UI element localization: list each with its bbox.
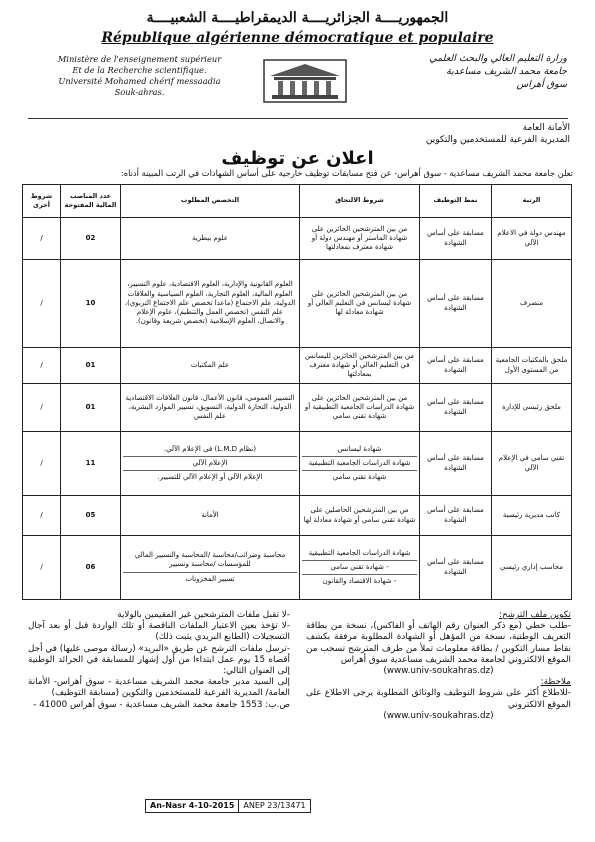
- secretariat-line: الأمانة العامة: [522, 123, 570, 133]
- header-rank: الرتبة: [492, 185, 572, 218]
- application-file-text: -طلب خطي (مع ذكر العنوان رقم الهاتف أو الفاكس)، نسخة من بطاقة التعريف الوطنية، نسخة من المؤهل أو الشهادة المطلوبة مرفقة بكشف نقاط مسار التكوين / بطاقة معلومات تملأ من طرف المترشح تسحب من الموقع الالكتروني لجامعة محمد الشريف مساعدية سوق أهراس: [306, 621, 571, 665]
- cell-mode: مسابقة على أساس الشهادة: [420, 348, 492, 384]
- cell-specialty: [121, 536, 300, 600]
- specialty-line: محاسبة وضرائب/محاسبة /المحاسبة والتسيير المالي للمؤسسات /محاسبة وتسيير: [123, 549, 297, 572]
- table-row: [23, 260, 572, 348]
- cell-other: /: [23, 496, 61, 536]
- cell-other: /: [23, 384, 61, 432]
- cell-rank: كاتب مديرية رئيسية: [492, 496, 572, 536]
- header-divider: [28, 118, 568, 119]
- cell-specialty: الأمانة: [121, 496, 300, 536]
- cell-other: /: [23, 218, 61, 260]
- cell-mode: مسابقة على أساس الشهادة: [420, 432, 492, 496]
- cell-conditions: [300, 432, 420, 496]
- secretariat-line: المديرية الفرعية للمستخدمين والتكوين: [425, 135, 570, 145]
- cell-specialty: العلوم القانونية والإدارية، العلوم الاقتصادية، علوم التسيير، العلوم المالية، العلوم التجارية، العلوم السياسية والعلاقات الدولية، علم الاجتماع (ماعدا تخصص علم الاجتماع التربوي)، علم النفس (تخصص العمل والتنظيم)، علوم الإعلام والاتصال، العلوم الإسلامية (تخصص شريعة وقانون).: [121, 260, 300, 348]
- announcement-intro: تعلن جامعة محمد الشريف مساعدية - سوق أهراس- عن فتح مسابقات توظيف خارجية على أساس الشهادات في الرتب المبينة أدناه:: [120, 168, 573, 178]
- fr-ministry-line: Université Mohamed chérif messaadia: [58, 76, 221, 86]
- cell-rank: متصرف: [492, 260, 572, 348]
- cell-other: /: [23, 432, 61, 496]
- cell-specialty: التسيير العمومي، قانون الأعمال، قانون العلاقات الاقتصادية الدولية، التجارة الدولية، التسويق، تسيير الموارد البشرية، علم النفس: [121, 384, 300, 432]
- rule-item: -لا تقبل ملفات المترشحين غير المقيمين بالولاية: [117, 610, 290, 620]
- note-text: -للاطلاع أكثر على شروط التوظيف والوثائق المطلوبة يرجى الاطلاع على الموقع الالكتروني: [306, 688, 571, 710]
- cell-conditions: من بين المترشحين الحائزين على شهادة ليسانس في التعليم العالي أو شهادة معادلة لها: [300, 260, 420, 348]
- specialty-line: (نظام L.M.D) في الإعلام الآلي.: [123, 443, 297, 457]
- table-row: [23, 496, 572, 536]
- cell-other: /: [23, 260, 61, 348]
- table-row: [23, 432, 572, 496]
- rule-item: -لا تؤخذ بعين الاعتبار الملفات الناقصة أو تلك الواردة قبل أو بعد آجال التسجيلات (الطابع البريدي يثبت ذلك): [28, 621, 290, 643]
- secretariat-block: [270, 122, 570, 146]
- cell-count: 02: [61, 218, 121, 260]
- publication-footer: [145, 799, 311, 813]
- table-row: [23, 348, 572, 384]
- arabic-republic-header: الجمهوريــــة الجزائريــــة الديمقراطيــــة الشعبيــــة: [146, 10, 449, 26]
- cell-conditions: من بين المترشحين الحاصلين على شهادة تقني سامي أو شهادة معادلة لها: [300, 496, 420, 536]
- condition-line: شهادة الدراسات الجامعية التطبيقية: [302, 457, 417, 471]
- ar-ministry-line: وزارة التعليم العالي والبحث العلمي: [429, 53, 567, 64]
- arabic-ministry-block: [377, 52, 567, 91]
- header-mode: نمط التوظيف: [420, 185, 492, 218]
- header-conditions: شروط الالتحاق: [300, 185, 420, 218]
- positions-table: [22, 184, 572, 600]
- cell-count: 10: [61, 260, 121, 348]
- note-heading: ملاحظة:: [540, 677, 571, 688]
- newspaper-reference: An-Nasr 4-10-2015: [146, 800, 239, 812]
- fr-ministry-line: Et de la Recherche scientifique.: [72, 65, 207, 75]
- announcement-title: اعلان عن توظيف: [221, 148, 374, 169]
- table-row: [23, 218, 572, 260]
- cell-other: /: [23, 536, 61, 600]
- french-ministry-block: [52, 54, 227, 98]
- cell-specialty: [121, 432, 300, 496]
- cell-specialty: علوم بيطرية: [121, 218, 300, 260]
- cell-conditions: من بين المترشحين الحائزين لليسانس في التعليم العالي أو شهادة معترف بمعادلتها: [300, 348, 420, 384]
- condition-line: - شهادة تقني سامي: [302, 561, 417, 575]
- address-text: إلى السيد مدير جامعة محمد الشريف مساعدية - سوق أهراس- الأمانة العامة/ المديرية الفرعية للمستخدمين والتكوين (مسابقة التوظيف): [28, 677, 290, 699]
- cell-rank: مهندس دولة في الاعلام الآلي: [492, 218, 572, 260]
- ar-ministry-line: سوق أهراس: [516, 79, 567, 90]
- specialty-line: الإعلام الآلي: [123, 457, 297, 471]
- header-specialty: التخصص المطلوب: [121, 185, 300, 218]
- cell-conditions: من بين المترشحين الحائزين على شهادة الماستر أو مهندس دولة أو شهادة معترف بمعادلتها: [300, 218, 420, 260]
- website-link[interactable]: (www.univ-soukahras.dz): [383, 666, 494, 677]
- table-row: [23, 536, 572, 600]
- table-row: [23, 384, 572, 432]
- cell-count: 05: [61, 496, 121, 536]
- application-file-heading: تكوين ملف الترشح:: [499, 610, 571, 620]
- cell-mode: مسابقة على أساس الشهادة: [420, 384, 492, 432]
- header-count: عدد المناصب المالية المفتوحة: [61, 185, 121, 218]
- cell-mode: مسابقة على أساس الشهادة: [420, 260, 492, 348]
- cell-conditions: [300, 536, 420, 600]
- cell-rank: تقني سامي في الإعلام الآلي: [492, 432, 572, 496]
- cell-specialty: علم المكتبات: [121, 348, 300, 384]
- submission-rules-section: [28, 610, 290, 711]
- cell-count: 01: [61, 348, 121, 384]
- cell-rank: ملحق رئيسي للإدارة: [492, 384, 572, 432]
- specialty-line: تسيير المخزونات: [185, 574, 235, 583]
- cell-mode: مسابقة على أساس الشهادة: [420, 218, 492, 260]
- postal-box-text: ص.ب: 1553 جامعة محمد الشريف مساعدية - سوق أهراس 41000 -: [33, 699, 290, 710]
- header-other: شروط أخرى: [23, 185, 61, 218]
- french-republic-header: République algérienne démocratique et populaire: [101, 30, 494, 46]
- fr-ministry-line: Ministère de l'enseignement supérieur: [57, 54, 222, 64]
- university-logo-icon: [262, 58, 348, 104]
- anep-reference: ANEP 23/13471: [243, 801, 306, 810]
- condition-line: شهادة الدراسات الجامعية التطبيقية: [302, 547, 417, 561]
- cell-count: 01: [61, 384, 121, 432]
- condition-line: - شهادة الاقتصاد والقانون: [322, 577, 397, 586]
- application-file-section: [306, 610, 571, 722]
- cell-conditions: من بين المترشحين الحائزين على شهادة الدراسات الجامعية التطبيقية أو شهادة تقني سامي: [300, 384, 420, 432]
- condition-line: شهادة تقني سامي: [332, 473, 387, 482]
- cell-rank: ملحق بالمكتبات الجامعية من المستوى الأول: [492, 348, 572, 384]
- cell-other: /: [23, 348, 61, 384]
- cell-mode: مسابقة على أساس الشهادة: [420, 496, 492, 536]
- cell-mode: مسابقة على أساس الشهادة: [420, 536, 492, 600]
- note-website-link[interactable]: (www.univ-soukahras.dz): [383, 710, 494, 721]
- specialty-line: الإعلام الآلي أو الإعلام الآلي للتسيير.: [157, 473, 263, 482]
- ar-ministry-line: جامعة محمد الشريف مساعدية: [446, 66, 567, 77]
- fr-ministry-line: Souk-ahras.: [114, 87, 165, 97]
- cell-count: 06: [61, 536, 121, 600]
- cell-rank: محاسب إداري رئيسي: [492, 536, 572, 600]
- cell-count: 11: [61, 432, 121, 496]
- table-header-row: [23, 185, 572, 218]
- rule-item: -ترسل ملفات الترشح عن طريق «البريد» (رسالة موصى عليها) في أجل أقصاه 15 يوم عمل ابتداءا من أول إشهار للمسابقة في الجرائد الوطنية إلى العنوان التالي:: [28, 643, 290, 677]
- condition-line: شهادة ليسانس: [302, 443, 417, 457]
